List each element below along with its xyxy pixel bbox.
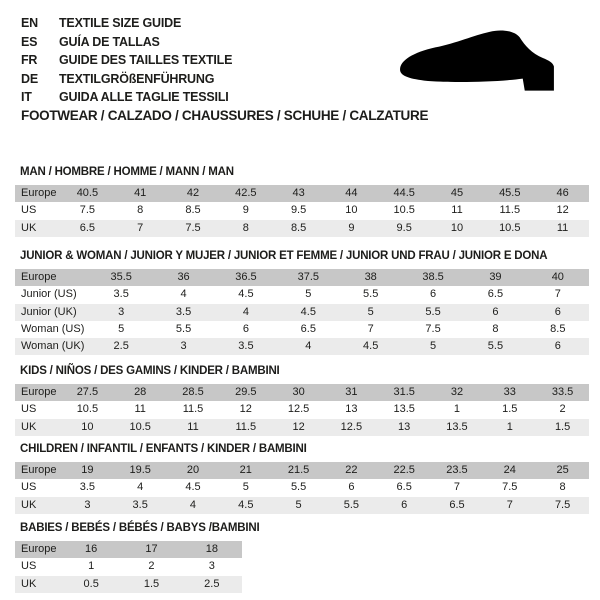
language-row (21, 88, 232, 107)
language-title: TEXTILGRÖßENFÜHRUNG (59, 71, 215, 86)
size-cell: 9 (242, 204, 249, 217)
size-cell: 12 (556, 204, 569, 217)
size-cell: 13.5 (393, 403, 415, 416)
size-cell: 13.5 (446, 420, 468, 433)
size-cell: 18 (205, 543, 218, 555)
size-cell: 12 (292, 420, 305, 433)
row-label: UK (21, 420, 37, 433)
row-label: UK (21, 221, 37, 234)
size-cell: 8 (559, 481, 566, 494)
size-cell: 5 (295, 498, 302, 511)
language-code: FR (21, 53, 38, 68)
size-table-title: JUNIOR & WOMAN / JUNIOR Y MUJER / JUNIOR ET FEMME / JUNIOR UND FRAU / JUNIOR E DONA (20, 250, 548, 262)
row-label: Europe (21, 464, 57, 476)
size-table-title: KIDS / NIÑOS / DES GAMINS / KINDER / BAMBINI (20, 365, 280, 377)
size-cell: 44.5 (393, 187, 415, 199)
size-row (15, 321, 589, 338)
size-row (15, 286, 589, 303)
shoe-icon (393, 29, 569, 96)
size-cell: 5.5 (425, 305, 441, 318)
size-cell: 17 (145, 543, 158, 555)
size-cell: 5.5 (175, 322, 192, 335)
language-title: GUIDE DES TAILLES TEXTILE (59, 53, 233, 68)
size-cell: 30 (292, 386, 305, 398)
size-cell: 8.5 (185, 204, 201, 217)
size-cell: 6 (242, 322, 249, 335)
row-label: US (21, 204, 37, 217)
size-cell: 6.5 (396, 481, 412, 494)
language-code: IT (21, 90, 32, 105)
size-cell: 5 (305, 288, 312, 301)
size-cell: 6.5 (79, 221, 96, 234)
size-cell: 42 (186, 187, 200, 199)
size-cell: 41 (134, 187, 147, 199)
size-row (15, 202, 589, 219)
row-label: UK (21, 498, 37, 511)
size-cell: 10.5 (499, 221, 521, 234)
row-label: Europe (21, 187, 57, 199)
size-cell: 40 (551, 271, 564, 283)
row-label: Junior (UK) (21, 305, 77, 318)
language-row (21, 33, 232, 52)
size-cell: 6 (554, 305, 561, 318)
size-cell: 7.5 (185, 221, 201, 234)
size-cell: 6 (430, 288, 437, 301)
size-cell: 4.5 (300, 305, 316, 318)
size-cell: 7.5 (502, 481, 518, 494)
size-cell: 8.5 (550, 322, 566, 335)
size-table-section (15, 365, 589, 436)
size-cell: 12.5 (340, 420, 363, 433)
size-cell: 3 (180, 340, 187, 353)
size-row (15, 401, 589, 418)
row-label: Junior (US) (21, 288, 77, 301)
size-cell: 10.5 (129, 420, 151, 433)
size-cell: 6.5 (487, 288, 504, 301)
size-cell: 10 (450, 221, 464, 234)
row-label: Europe (21, 386, 57, 398)
size-table-section (15, 166, 589, 237)
size-cell: 38 (364, 271, 377, 283)
size-cell: 3.5 (238, 340, 254, 353)
row-label: US (21, 560, 37, 573)
language-title: TEXTILE SIZE GUIDE (59, 16, 182, 30)
size-cell: 7.5 (554, 498, 571, 511)
size-table (15, 462, 589, 514)
size-row (15, 384, 589, 401)
row-label: Europe (21, 271, 57, 283)
size-cell: 11 (556, 221, 569, 234)
size-cell: 10 (345, 204, 358, 217)
size-cell: 12.5 (287, 403, 310, 416)
size-cell: 4 (305, 340, 312, 353)
size-table (15, 541, 242, 593)
size-cell: 5 (430, 340, 437, 353)
size-row (15, 185, 589, 202)
size-row (15, 419, 589, 436)
size-cell: 8.5 (290, 221, 307, 234)
size-cell: 45 (450, 187, 464, 199)
size-cell: 2.5 (204, 577, 220, 590)
size-cell: 3 (84, 498, 91, 511)
size-cell: 2 (148, 560, 155, 573)
size-cell: 16 (85, 543, 98, 555)
size-cell: 20 (186, 464, 200, 476)
size-cell: 13 (398, 420, 411, 433)
size-cell: 11.5 (182, 403, 204, 416)
size-cell: 4 (137, 481, 144, 494)
size-row (15, 541, 242, 558)
size-cell: 10.5 (393, 204, 415, 217)
language-code: ES (21, 34, 38, 49)
size-cell: 1 (88, 560, 95, 573)
size-cell: 1.5 (143, 577, 160, 590)
size-cell: 4 (242, 305, 249, 318)
size-cell: 29.5 (235, 386, 257, 398)
size-cell: 1.5 (554, 420, 571, 433)
size-row (15, 462, 589, 479)
size-cell: 19.5 (129, 464, 151, 476)
row-label: UK (21, 577, 37, 590)
size-cell: 0.5 (83, 577, 99, 590)
size-cell: 24 (503, 464, 516, 476)
size-cell: 21 (239, 464, 252, 476)
category-title: FOOTWEAR / CALZADO / CHAUSSURES / SCHUHE / CALZATURE (21, 108, 429, 123)
size-row (15, 338, 589, 355)
language-title: GUÍA DE TALLAS (59, 34, 160, 49)
size-cell: 9.5 (396, 221, 412, 234)
language-row (21, 51, 232, 70)
size-cell: 3.5 (113, 288, 129, 301)
size-cell: 25 (556, 464, 569, 476)
size-table-section (15, 443, 589, 514)
size-cell: 19 (81, 464, 94, 476)
size-cell: 6 (492, 305, 499, 318)
size-table (15, 185, 589, 237)
size-cell: 2.5 (113, 340, 129, 353)
size-cell: 4.5 (238, 288, 254, 301)
size-row (15, 479, 589, 496)
size-cell: 40.5 (76, 187, 99, 199)
size-cell: 1 (506, 420, 513, 433)
size-cell: 11 (187, 420, 199, 433)
size-cell: 36 (177, 271, 190, 283)
size-cell: 45.5 (499, 187, 521, 199)
size-cell: 32 (450, 386, 464, 398)
size-row (15, 576, 242, 593)
size-cell: 31 (345, 386, 358, 398)
size-cell: 3.5 (132, 498, 148, 511)
row-label: US (21, 481, 37, 494)
size-cell: 8 (242, 221, 249, 234)
size-cell: 27.5 (76, 386, 99, 398)
size-cell: 6 (401, 498, 408, 511)
size-cell: 46 (556, 187, 569, 199)
size-cell: 31.5 (393, 386, 415, 398)
size-cell: 2 (559, 403, 566, 416)
size-cell: 9.5 (290, 204, 307, 217)
size-cell: 1 (453, 403, 461, 416)
size-cell: 5 (242, 481, 249, 494)
size-cell: 5.5 (363, 288, 379, 301)
size-cell: 28.5 (182, 386, 204, 398)
language-row (21, 14, 232, 33)
size-cell: 28 (134, 386, 147, 398)
size-cell: 36.5 (235, 271, 257, 283)
language-title-list (21, 14, 232, 107)
size-cell: 4 (189, 498, 197, 511)
size-cell: 10.5 (76, 403, 99, 416)
size-cell: 23.5 (446, 464, 468, 476)
size-cell: 12 (239, 403, 252, 416)
size-cell: 11 (134, 403, 146, 416)
size-table-title: BABIES / BEBÉS / BÉBÉS / BABYS /BAMBINI (20, 522, 260, 534)
size-table-section (15, 250, 589, 355)
size-cell: 35.5 (110, 271, 132, 283)
size-cell: 5.5 (487, 340, 504, 353)
size-cell: 22.5 (393, 464, 415, 476)
size-cell: 3.5 (79, 481, 96, 494)
size-cell: 5 (367, 305, 374, 318)
size-cell: 39 (489, 271, 502, 283)
size-cell: 1.5 (502, 403, 518, 416)
size-row (15, 220, 589, 237)
row-label: Europe (21, 543, 57, 555)
size-row (15, 558, 242, 575)
language-title: GUIDA ALLE TAGLIE TESSILI (59, 90, 229, 105)
size-cell: 38.5 (422, 271, 444, 283)
size-cell: 6 (554, 340, 561, 353)
size-table-title: CHILDREN / INFANTIL / ENFANTS / KINDER / BAMBINI (20, 443, 307, 455)
size-table (15, 384, 589, 436)
size-cell: 4 (180, 288, 187, 301)
size-cell: 11.5 (499, 204, 521, 217)
row-label: US (21, 403, 37, 416)
size-cell: 11.5 (235, 420, 257, 433)
size-cell: 4.5 (238, 498, 254, 511)
shoe-silhouette-path (400, 30, 554, 90)
size-cell: 21.5 (287, 464, 310, 476)
language-row (21, 70, 232, 89)
size-cell: 9 (348, 221, 355, 234)
size-cell: 4.5 (363, 340, 379, 353)
language-code: EN (21, 16, 38, 30)
size-cell: 8 (492, 322, 499, 335)
size-cell: 7 (137, 221, 144, 234)
row-label: Woman (US) (21, 322, 85, 335)
size-cell: 3.5 (175, 305, 192, 318)
size-cell: 7.5 (425, 322, 441, 335)
size-cell: 4.5 (185, 481, 201, 494)
size-cell: 7 (506, 498, 513, 511)
size-cell: 3 (118, 305, 125, 318)
size-table (15, 269, 589, 355)
size-table-title: MAN / HOMBRE / HOMME / MANN / MAN (20, 166, 234, 178)
size-cell: 11 (451, 204, 463, 217)
size-cell: 6 (348, 481, 355, 494)
size-cell: 7 (453, 481, 461, 494)
size-cell: 10 (81, 420, 94, 433)
size-row (15, 304, 589, 321)
size-cell: 7.5 (79, 204, 96, 217)
size-cell: 7 (554, 288, 561, 301)
size-table-section (15, 522, 589, 593)
size-cell: 42.5 (235, 187, 257, 199)
size-cell: 37.5 (297, 271, 320, 283)
size-row (15, 497, 589, 514)
size-cell: 5 (118, 322, 125, 335)
size-cell: 13 (345, 403, 358, 416)
size-cell: 7 (367, 322, 374, 335)
size-cell: 44 (345, 187, 358, 199)
size-cell: 6.5 (300, 322, 316, 335)
language-code: DE (21, 71, 38, 86)
row-label: Woman (UK) (21, 340, 85, 353)
size-cell: 3 (208, 560, 215, 573)
size-cell: 5.5 (290, 481, 307, 494)
size-cell: 5.5 (343, 498, 360, 511)
size-cell: 6.5 (449, 498, 465, 511)
size-cell: 33.5 (551, 386, 574, 398)
size-cell: 33 (503, 386, 516, 398)
size-row (15, 269, 589, 286)
size-cell: 43 (292, 187, 305, 199)
size-cell: 22 (345, 464, 358, 476)
size-cell: 8 (137, 204, 144, 217)
